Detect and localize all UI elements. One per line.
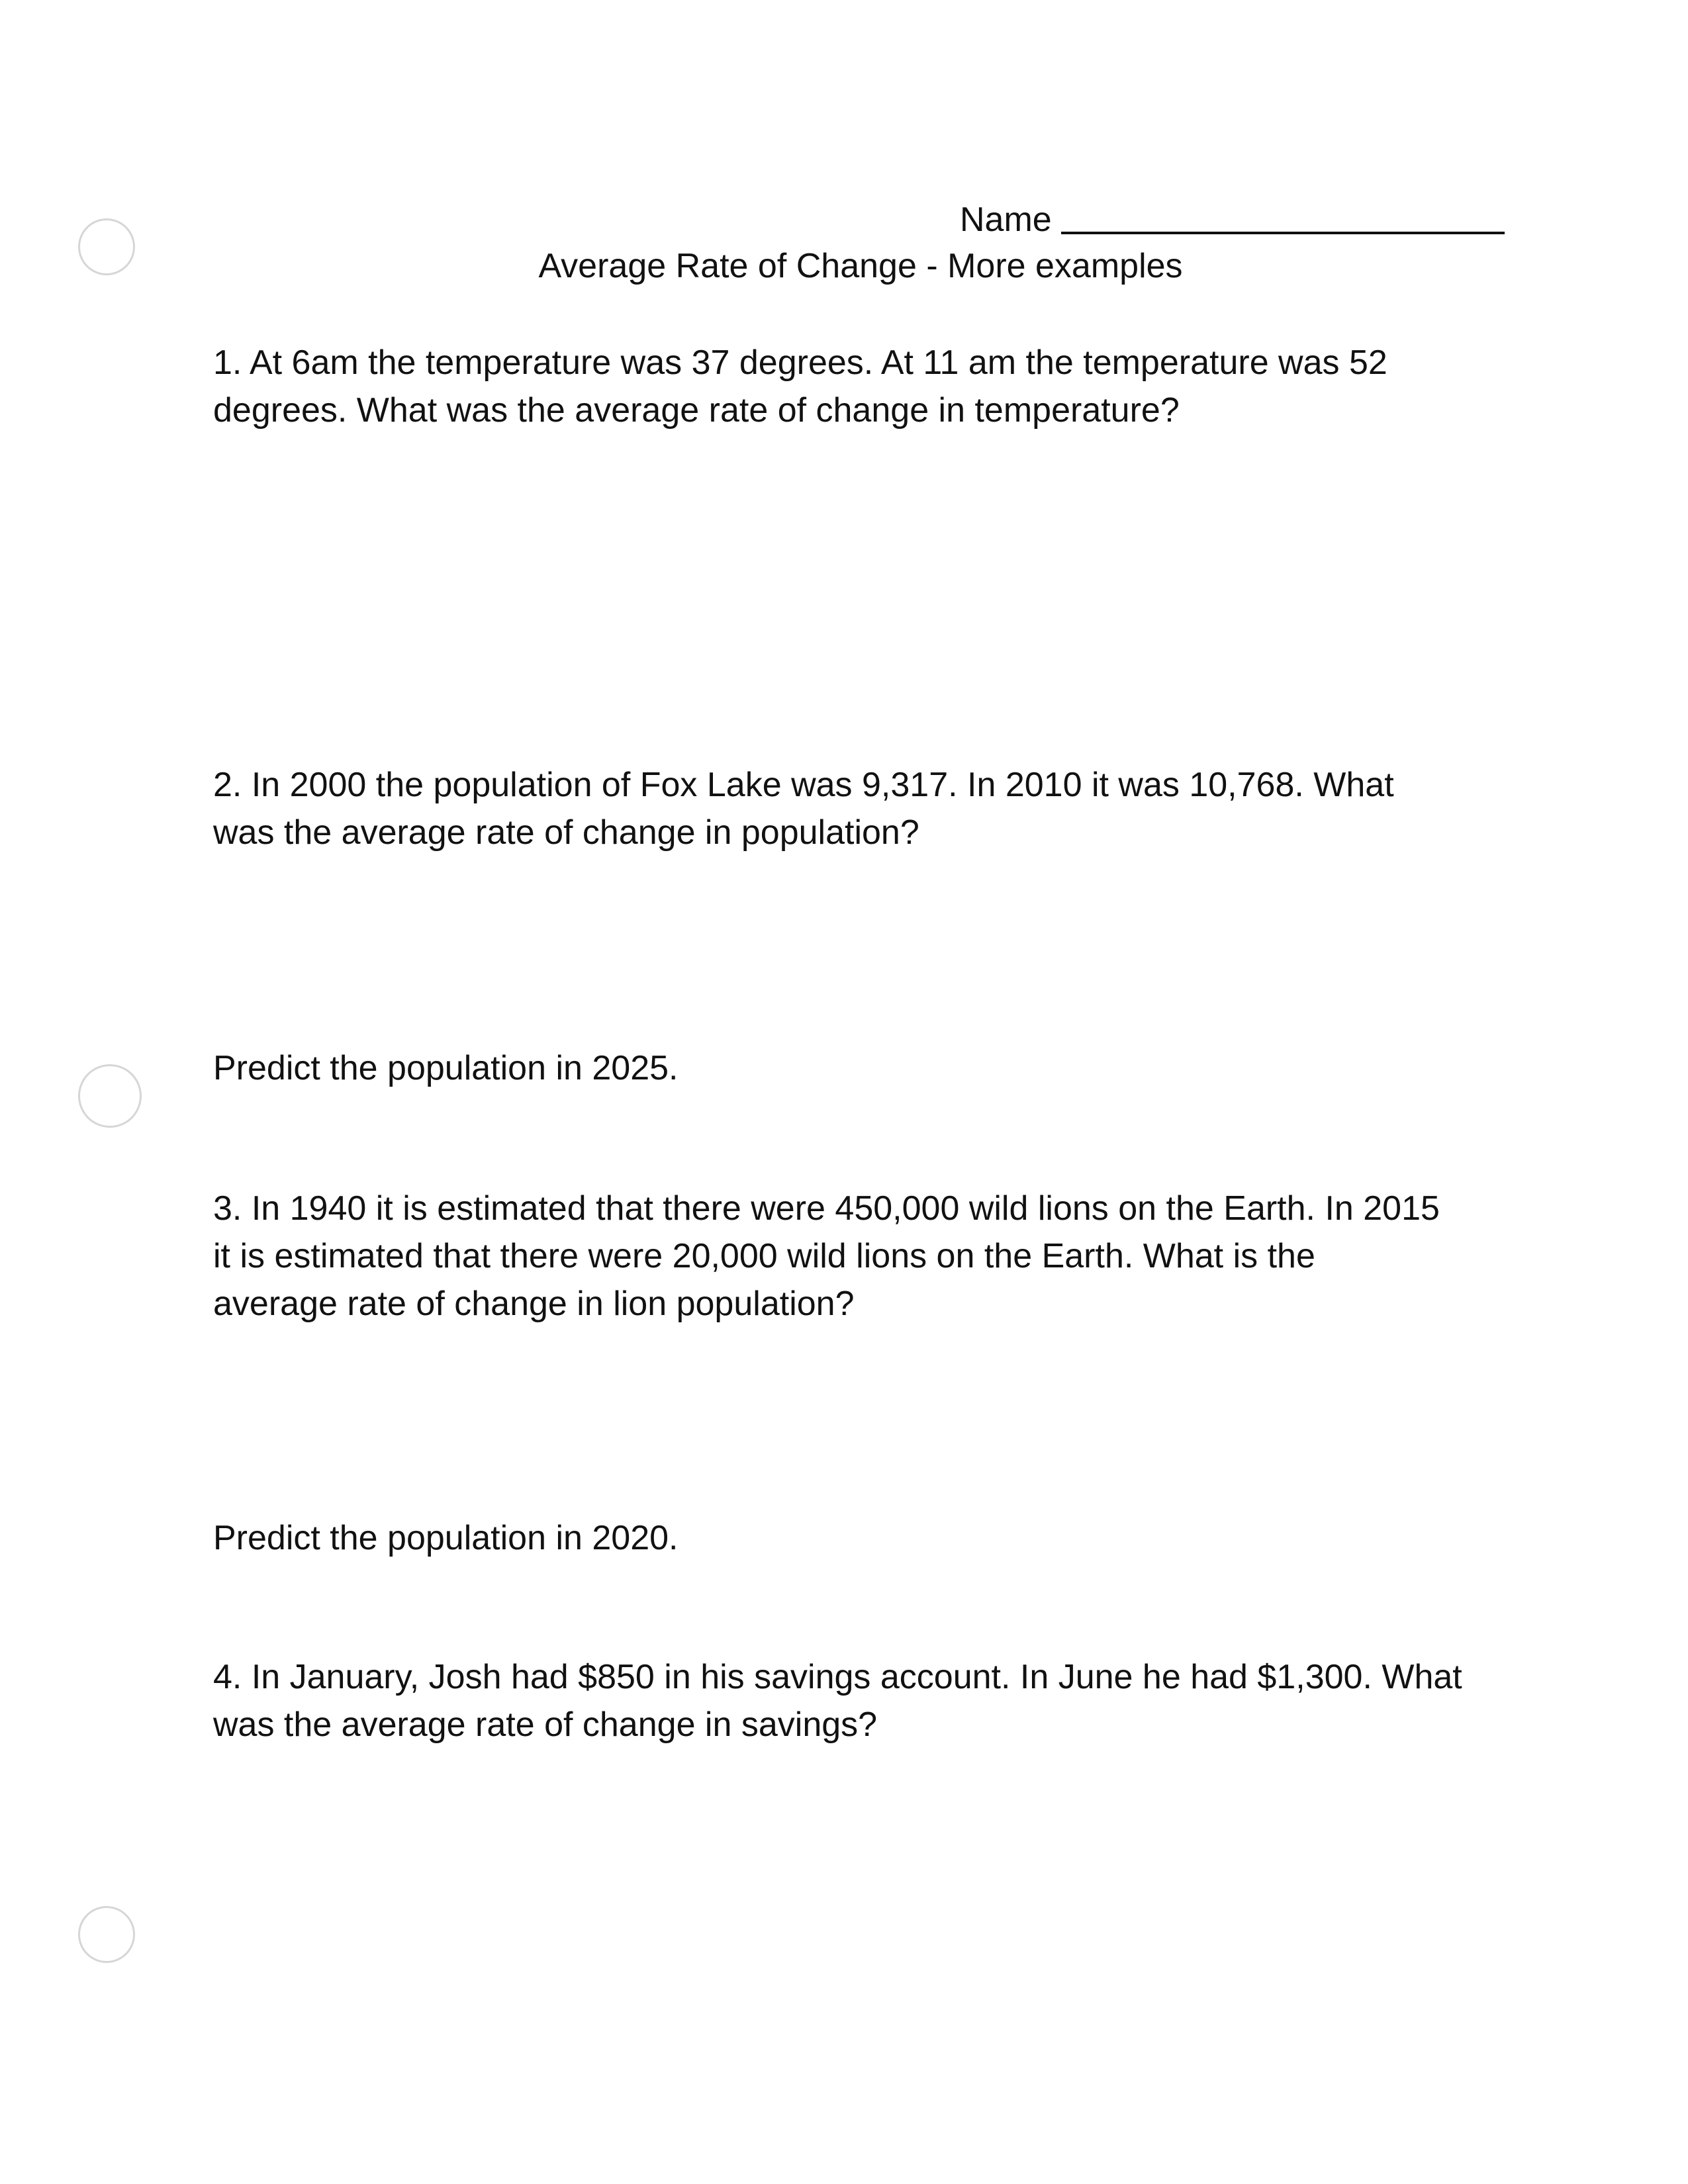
name-field [960,196,1505,244]
question-line: 3. In 1940 it is estimated that there were 450,000 wild lions on the Earth. In 2015 [213,1189,1440,1228]
question-4 [213,1653,1462,1749]
question-3-predict: Predict the population in 2020. [213,1519,679,1557]
question-line: average rate of change in lion population? [213,1285,855,1323]
question-line: 2. In 2000 the population of Fox Lake was 9,317. In 2010 it was 10,768. What [213,766,1394,804]
question-line: degrees. What was the average rate of change in temperature? [213,391,1180,430]
question-line: was the average rate of change in savings? [213,1706,878,1744]
question-line: was the average rate of change in population? [213,813,919,852]
binder-hole-middle [78,1064,142,1128]
name-label: Name [960,201,1052,239]
binder-hole-bottom [78,1906,135,1963]
question-2 [213,761,1394,856]
question-1 [213,339,1387,434]
page-title: Average Rate of Change - More examples [538,247,1183,285]
name-blank-line [1061,232,1505,234]
question-line: 4. In January, Josh had $850 in his savings account. In June he had $1,300. What [213,1658,1462,1696]
question-line: 1. At 6am the temperature was 37 degrees. At 11 am the temperature was 52 [213,343,1387,382]
question-2-predict: Predict the population in 2025. [213,1049,679,1087]
question-3 [213,1185,1440,1328]
question-line: it is estimated that there were 20,000 wild lions on the Earth. What is the [213,1237,1315,1275]
